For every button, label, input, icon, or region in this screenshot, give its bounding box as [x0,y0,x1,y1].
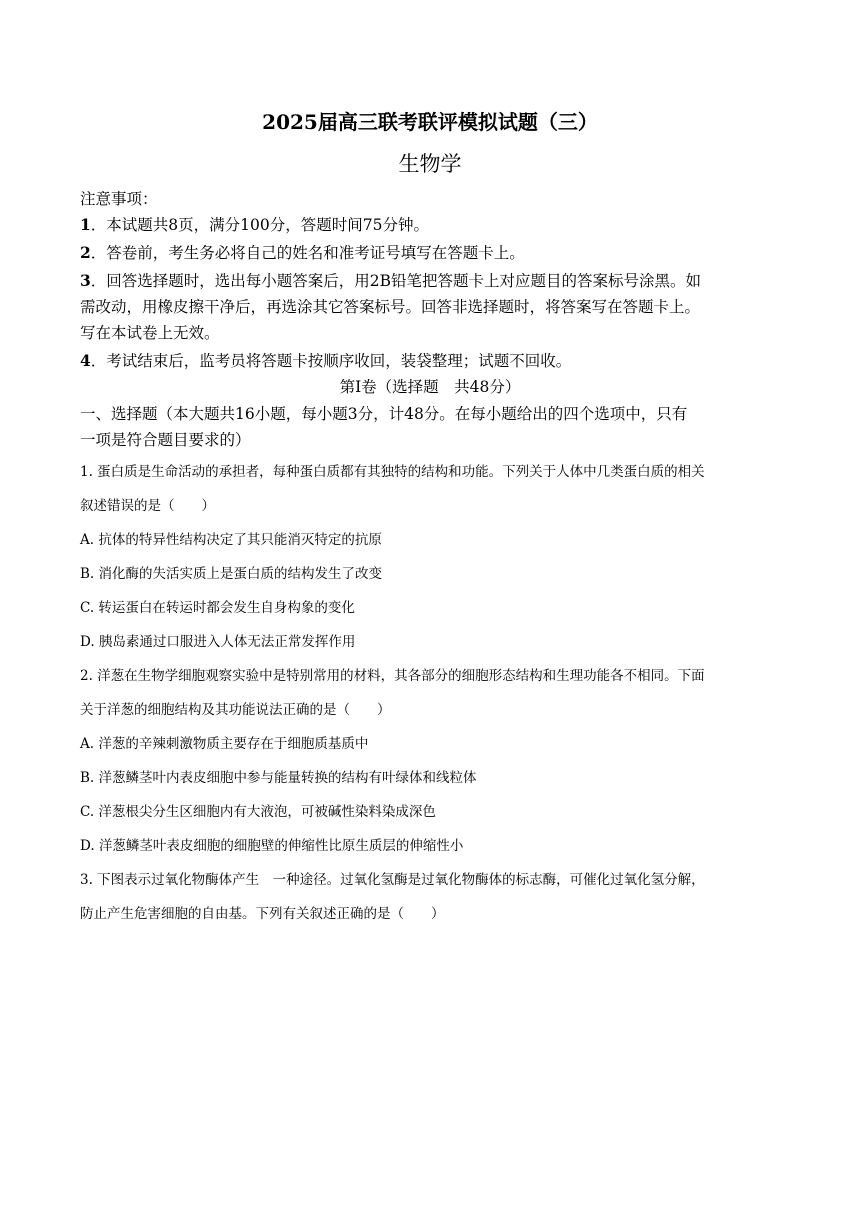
question-2-stem-2: 关于洋葱的细胞结构及其功能说法正确的是（ ） [80,702,391,718]
question-1-stem-2: 叙述错误的是（ ） [80,498,215,514]
note-item-2: 2．答卷前，考生务必将自己的姓名和准考证号填写在答题卡上。 [80,243,525,262]
question-1-stem-1: 1. 蛋白质是生命活动的承担者，每种蛋白质都有其独特的结构和功能。下列关于人体中几类蛋白质的相关 [80,464,705,480]
question-1-option-c: C. 转运蛋白在转运时都会发生自身构象的变化 [80,600,355,616]
notes-heading: 注意事项： [80,190,158,208]
exam-subject: 生物学 [398,152,462,176]
question-3-stem-2: 防止产生危害细胞的自由基。下列有关叙述正确的是（ ） [80,906,445,922]
note-item-3-line-3: 写在本试卷上无效。 [80,324,220,342]
note-item-3-line-2: 需改动，用橡皮擦干净后，再选涂其它答案标号。回答非选择题时，将答案写在答题卡上。 [80,298,701,316]
note-item-1: 1．本试题共8页，满分100分，答题时间75分钟。 [80,215,429,234]
question-3-stem-1: 3. 下图表示过氧化物酶体产生 一种途径。过氧化氢酶是过氧化物酶体的标志酶，可催化过氧化氢分解， [80,872,705,888]
note-item-4: 4．考试结束后，监考员将答题卡按顺序收回，装袋整理；试题不回收。 [80,351,572,370]
section-instruction-1: 一、选择题（本大题共16小题，每小题3分，计48分。在每小题给出的四个选项中，只有 [80,405,688,423]
section-instruction-2: 一项是符合题目要求的） [80,431,251,449]
note-item-3: 3．回答选择题时，选出每小题答案后，用2B铅笔把答题卡上对应题目的答案标号涂黑。如 [80,271,702,290]
question-2-option-b: B. 洋葱鳞茎叶内表皮细胞中参与能量转换的结构有叶绿体和线粒体 [80,770,477,786]
question-2-option-d: D. 洋葱鳞茎叶表皮细胞的细胞壁的伸缩性比原生质层的伸缩性小 [80,838,464,854]
exam-title: 2025届高三联考联评模拟试题（三） [262,110,598,134]
section-title: 第Ⅰ卷（选择题 共48分） [339,378,521,396]
question-1-option-d: D. 胰岛素通过口服进入人体无法正常发挥作用 [80,634,356,650]
question-1-option-a: A. 抗体的特异性结构决定了其只能消灭特定的抗原 [80,532,382,548]
question-2-stem-1: 2. 洋葱在生物学细胞观察实验中是特别常用的材料，其各部分的细胞形态结构和生理功能各不相同。下面 [80,668,705,684]
question-2-option-a: A. 洋葱的辛辣刺激物质主要存在于细胞质基质中 [80,736,369,752]
question-2-option-c: C. 洋葱根尖分生区细胞内有大液泡，可被碱性染料染成深色 [80,804,436,820]
question-1-option-b: B. 消化酶的失活实质上是蛋白质的结构发生了改变 [80,566,383,582]
